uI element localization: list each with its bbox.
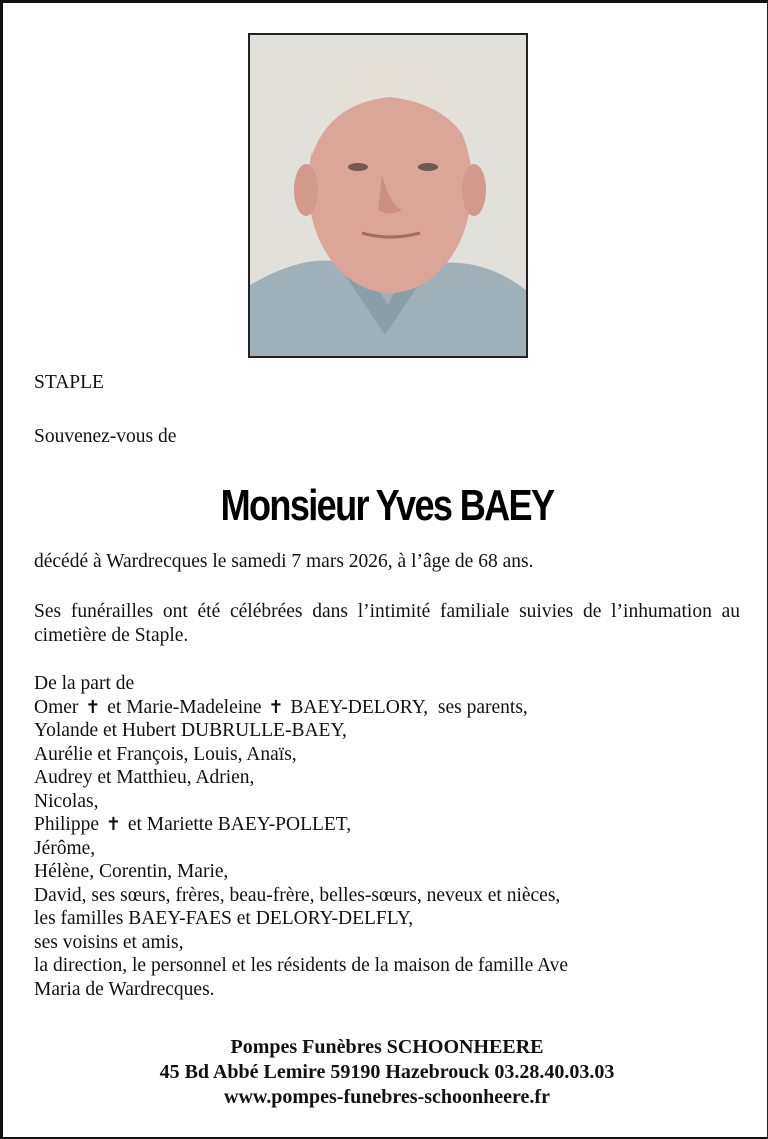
family-line: Aurélie et François, Louis, Anaïs, [34,743,297,765]
company-address: 45 Bd Abbé Lemire 59190 Hazebrouck 03.28.40.03.03 [159,1061,615,1083]
intro-text: Souvenez-vous de [34,426,177,447]
company-website[interactable]: www.pompes-funebres-schoonheere.fr [224,1086,550,1108]
death-notice: décédé à Wardrecques le samedi 7 mars 2026, à l’âge de 68 ans. [34,551,534,572]
family-line: la direction, le personnel et les résidents de la maison de famille Ave [34,955,569,976]
cross-icon: ✝ [105,814,121,835]
family-line: Yolande et Hubert DUBRULLE-BAEY, [34,720,347,741]
deceased-name: Monsieur Yves BAEY [220,481,554,530]
family-line: Maria de Wardrecques. [34,978,215,1000]
cross-icon: ✝ [85,696,101,718]
company-name: Pompes Funèbres SCHOONHEERE [230,1036,544,1058]
family-line: Jérôme, [34,837,96,859]
family-line: Nicolas, [34,790,99,812]
funeral-home-footer [3,1035,768,1110]
family-line: ses voisins et amis, [34,931,184,953]
portrait-illustration [250,35,526,356]
family-line: Audrey et Matthieu, Adrien, [34,767,255,788]
family-intro: De la part de [34,673,135,694]
family-list [34,672,568,1001]
funeral-notice: Ses funérailles ont été célébrées dans l’intimité familiale suivies de l’inhumation au cimetière de Staple. [34,601,740,646]
location: STAPLE [34,372,104,393]
family-line: les familles BAEY-FAES et DELORY-DELFLY, [34,908,414,929]
portrait-photo [248,33,528,358]
family-line: Omer ✝ et Marie-Madeleine ✝ BAEY-DELORY, ses parents, [34,696,528,718]
family-line: David, ses sœurs, frères, beau-frère, belles-sœurs, neveux et nièces, [34,884,561,906]
family-line: Hélène, Corentin, Marie, [34,861,229,882]
cross-icon: ✝ [268,696,284,718]
family-line: Philippe ✝ et Mariette BAEY-POLLET, [34,814,352,835]
